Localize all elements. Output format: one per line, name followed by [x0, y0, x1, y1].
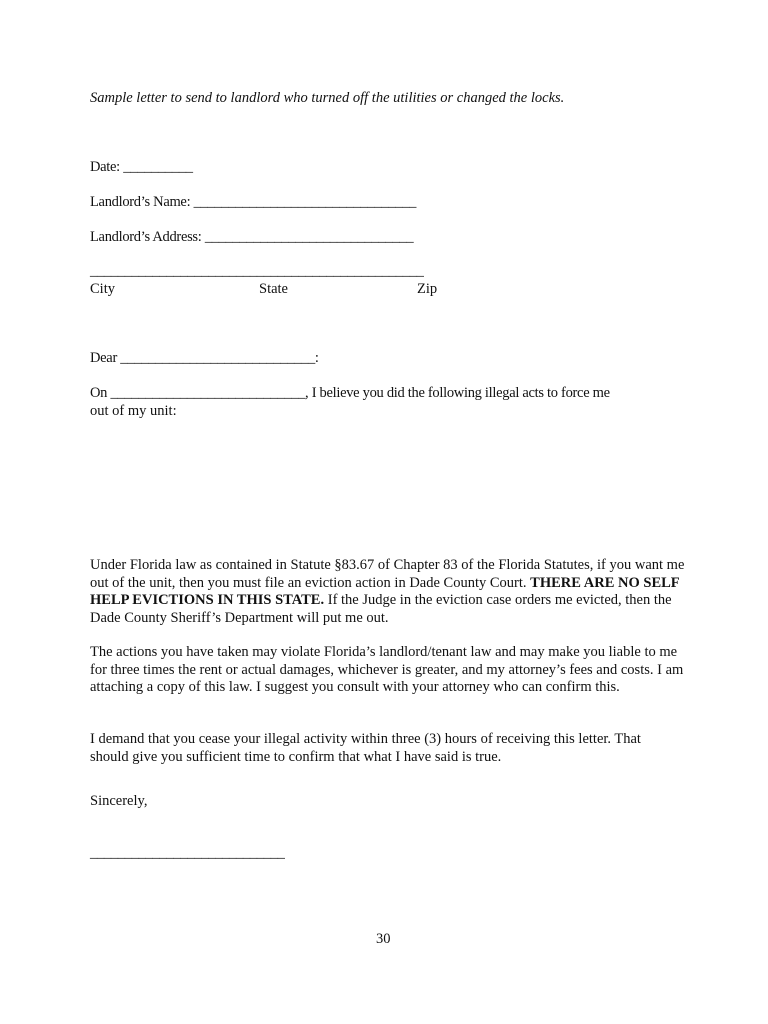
opening-line-2: out of my unit: [90, 403, 177, 419]
salutation: Dear ____________________________: [90, 350, 319, 366]
state-label: State [259, 281, 288, 297]
paragraph-demand: I demand that you cease your illegal activity within three (3) hours of receiving this letter. That should give you sufficient time to confirm that what I have said is true. [90, 731, 641, 765]
paragraph-law-text-2: If the Judge in the eviction case orders me evicted, then the Dade County Sheriff’s Department will put me out. [90, 592, 672, 626]
date-field: Date: __________ [90, 159, 193, 175]
paragraph-violation: The actions you have taken may violate Florida’s landlord/tenant law and may make you liable to me for three times the rent or actual damages, whichever is greater, and my attorney’s fees and costs. I am attaching a copy of this law. I suggest you consult with your attorney who can confirm this. [90, 644, 684, 695]
paragraph-law-bold: THERE ARE NO SELF HELP EVICTIONS IN THIS STATE. [90, 574, 680, 608]
closing: Sincerely, [90, 793, 148, 809]
opening-line-1: On ____________________________, I believe you did the following illegal acts to force me [90, 385, 610, 401]
city-label: City [90, 281, 115, 297]
letter-heading: Sample letter to send to landlord who turned off the utilities or changed the locks. [90, 90, 565, 106]
zip-label: Zip [417, 281, 438, 297]
paragraph-law-text-1: Under Florida law as contained in Statute §83.67 of Chapter 83 of the Florida Statutes, if you want me out of the unit, then you must file an eviction action in Dade County Court. [90, 557, 685, 591]
landlord-address-field: Landlord’s Address: ______________________________ [90, 229, 414, 245]
landlord-name-field: Landlord’s Name: ________________________________ [90, 194, 417, 210]
signature-line: ____________________________ [90, 845, 285, 861]
paragraph-law [90, 557, 695, 627]
address-blank-line: ________________________________________________ [90, 263, 424, 279]
page-number: 30 [376, 931, 391, 947]
